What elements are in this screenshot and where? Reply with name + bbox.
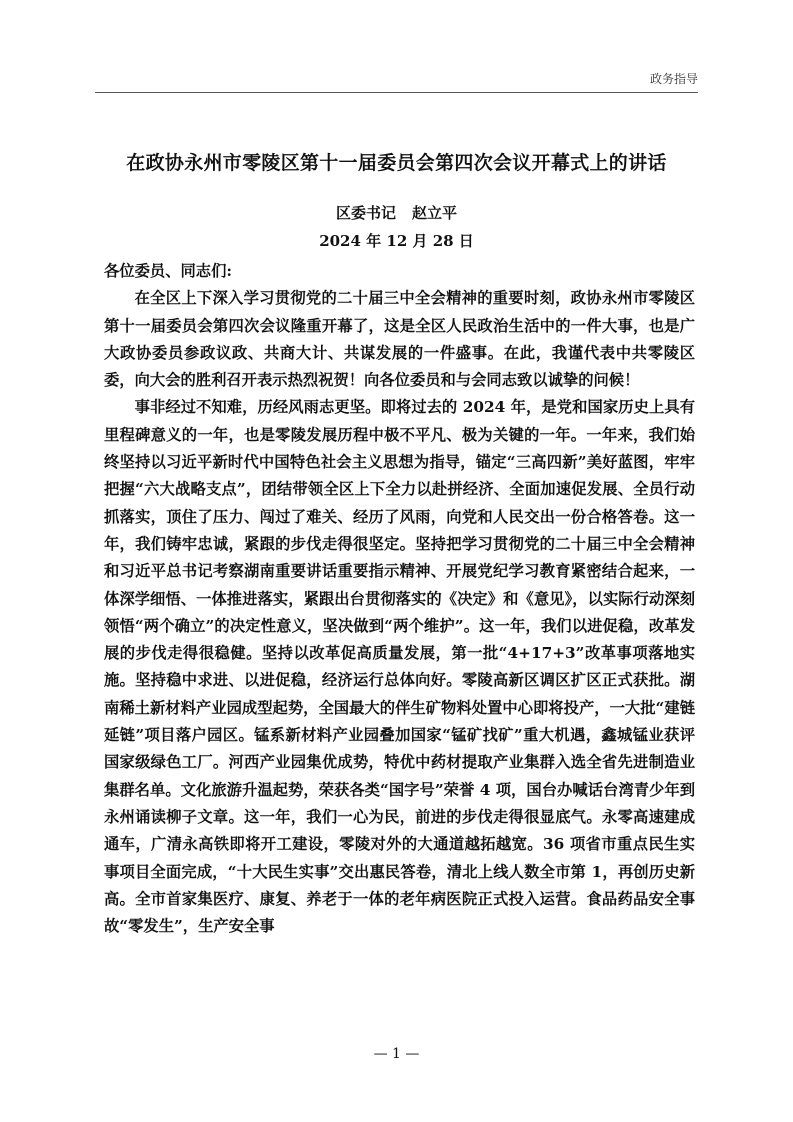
header-divider (95, 92, 698, 93)
document-title: 在政协永州市零陵区第十一届委员会第四次会议开幕式上的讲话 (126, 152, 667, 174)
paragraph: 事非经过不知难，历经风雨志更坚。即将过去的 2024 年，是党和国家历史上具有里程碑意义的一年，也是零陵发展历程中极不平凡、极为关键的一年。一年来，我们始终坚持以习近平新时代中国特色社会主义思想为指导，锚定“三高四新”美好蓝图，牢牢把握“六大战略支点”，团结带领全区上下全力以赴拼经济、全面加速促发展、全员行动抓落实，顶住了压力、闯过了难关、经历了风雨，向党和人民交出一份合格答卷。这一年，我们铸牢忠诚，紧跟的步伐走得很坚定。坚持把学习贯彻党的二十届三中全会精神和习近平总书记考察湖南重要讲话重要指示精神、开展党纪学习教育紧密结合起来，一体深学细悟、一体推进落实，紧跟出台贯彻落实的《决定》和《意见》，以实际行动深刻领悟“两个确立”的决定性意义，坚决做到“两个维护”。这一年，我们以进促稳，改革发展的步伐走得很稳健。坚持以改革促高质量发展，第一批“4+17+3”改革事项落地实施。坚持稳中求进、以进促稳，经济运行总体向好。零陵高新区调区扩区正式获批。湖南稀土新材料产业园成型起势，全国最大的伴生矿物料处置中心即将投产，一大批“建链延链”项目落户园区。锰系新材料产业园叠加国家“锰矿找矿”重大机遇，鑫城锰业获评国家级绿色工厂。河西产业园集优成势，特优中药材提取产业集群入选全省先进制造业集群名单。文化旅游升温起势，荣获各类“国字号”荣誉 4 项，国台办喊话台湾青少年到永州诵读柳子文章。这一年，我们一心为民，前进的步伐走得很显底气。永零高速建成通车，广清永高铁即将开工建设，零陵对外的大通道越拓越宽。36 项省市重点民生实事项目全面完成，“十大民生实事”交出惠民答卷，清北上线人数全市第 1，再创历史新高。全市首家集医疗、康复、养老于一体的老年病医院正式投入运营。食品药品安全事故“零发生”，生产安全事 (104, 398, 695, 936)
salutation: 各位委员、同志们: (104, 262, 233, 280)
author-name: 赵立平 (412, 204, 458, 222)
author-line (95, 202, 698, 223)
author-role: 区委书记 (335, 204, 396, 222)
section-label: 政务指导 (649, 72, 698, 86)
document-date: 2024 年 12 月 28 日 (319, 232, 474, 250)
paragraph: 在全区上下深入学习贯彻党的二十届三中全会精神的重要时刻，政协永州市零陵区第十一届委员会第四次会议隆重开幕了，这是全区人民政治生活中的一件大事，也是广大政协委员参政议政、共商大计、共谋发展的一件盛事。在此，我谨代表中共零陵区委，向大会的胜利召开表示热烈祝贺！向各位委员和与会同志致以诚挚的问候！ (104, 289, 695, 390)
page-number: — 1 — (373, 1046, 420, 1062)
document-body (104, 258, 695, 940)
